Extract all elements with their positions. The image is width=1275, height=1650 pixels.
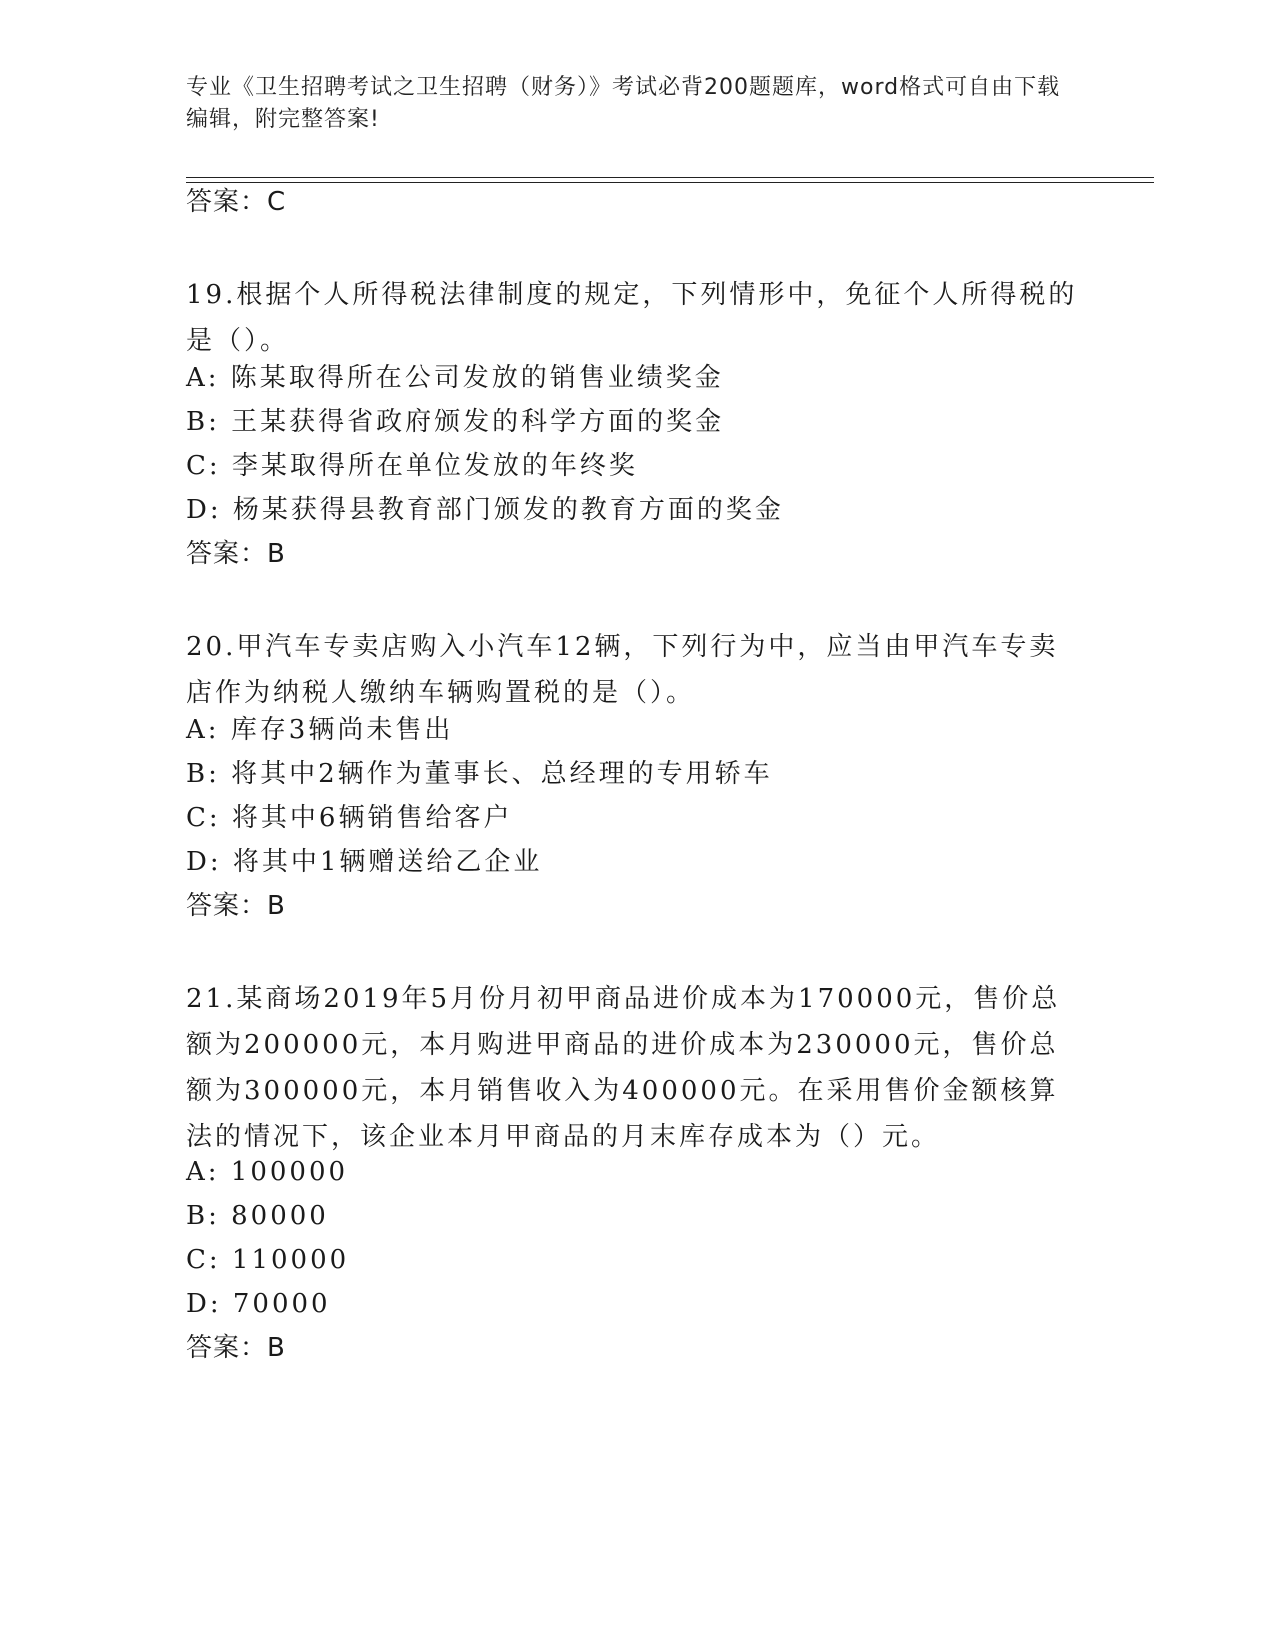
answer-21: 答案：B — [186, 1333, 286, 1363]
option-19-c: C: 李某取得所在单位发放的年终奖 — [186, 451, 638, 481]
option-21-a: A: 100000 — [186, 1157, 349, 1187]
answer-18: 答案：C — [186, 187, 287, 217]
question-21: 21.某商场2019年5月份月初甲商品进价成本为170000元，售价总额为200000元，本月购进甲商品的进价成本为230000元，售价总额为300000元，本月销售收入为400000元。在采用售价金额核算法的情况下，该企业本月甲商品的月末库存成本为（）元。 — [186, 984, 1061, 1152]
header-rule-top — [186, 177, 1154, 178]
option-20-d: D: 将其中1辆赠送给乙企业 — [186, 847, 543, 877]
question-20: 20.甲汽车专卖店购入小汽车12辆，下列行为中，应当由甲汽车专卖店作为纳税人缴纳车辆购置税的是（）。 — [186, 632, 1059, 708]
option-20-a: A: 库存3辆尚未售出 — [186, 715, 454, 745]
answer-20: 答案：B — [186, 891, 286, 921]
question-19: 19.根据个人所得税法律制度的规定，下列情形中，免征个人所得税的是（）。 — [186, 280, 1078, 356]
header-rule-bottom — [186, 182, 1154, 183]
option-20-c: C: 将其中6辆销售给客户 — [186, 803, 513, 833]
option-20-b: B: 将其中2辆作为董事长、总经理的专用轿车 — [186, 759, 773, 789]
option-19-d: D: 杨某获得县教育部门颁发的教育方面的奖金 — [186, 495, 784, 525]
option-21-c: C: 110000 — [186, 1245, 350, 1275]
document-header: 专业《卫生招聘考试之卫生招聘（财务）》考试必背200题题库，word格式可自由下载编辑，附完整答案! — [186, 75, 1061, 132]
option-21-d: D: 70000 — [186, 1289, 331, 1319]
option-21-b: B: 80000 — [186, 1201, 329, 1231]
option-19-b: B: 王某获得省政府颁发的科学方面的奖金 — [186, 407, 725, 437]
answer-19: 答案：B — [186, 539, 286, 569]
option-19-a: A: 陈某取得所在公司发放的销售业绩奖金 — [186, 363, 724, 393]
